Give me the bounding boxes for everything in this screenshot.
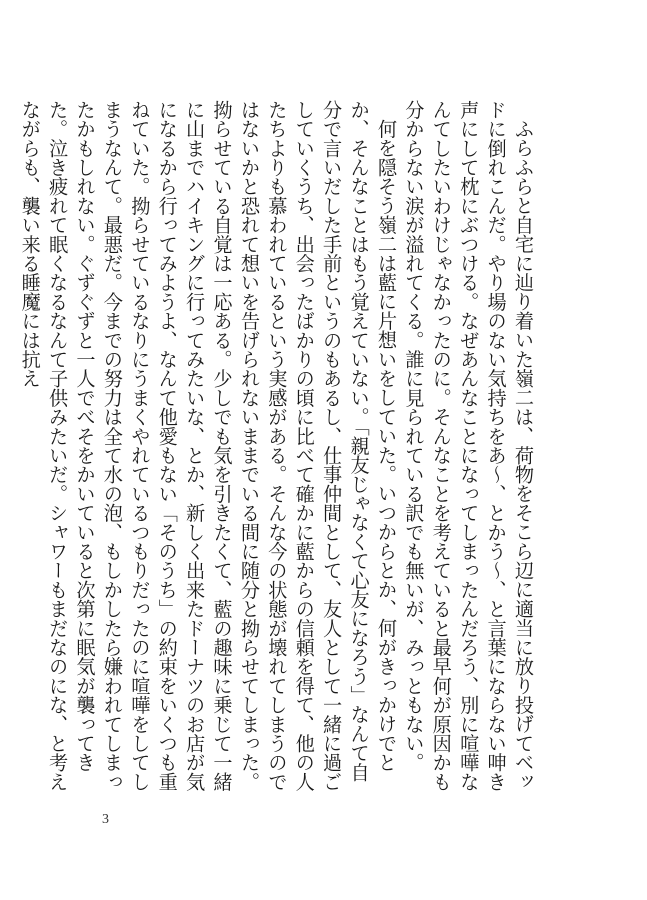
page-number: 3	[102, 812, 109, 827]
paragraph-2: 何を隠そう嶺二は藍に片想いをしていた。いつからとか、何がきっかけでとか、そんなことはもう覚えていない。「親友じゃなくて心友になろう」なんて自分で言いだした手前というのもあるし、仕事仲間として、友人として一緒に過ごしていくうち、出会ったばかりの頃に比べて確かに藍からの信頼を得て、他の人たちよりも慕われているという実感がある。そんな今の状態が壊れてしまうのではないかと恐れて想いを告げられないままでいる間に随分と拗らせてしまった。拗らせている自覚は一応ある。少しでも気を引きたくて、藍の趣味に乗じて一緒に山までハイキングに行ってみたいな、とか、新しく出来たドーナツのお店が気になるから行ってみようよ、なんて他愛もない「そのうち」の約束をいくつも重ねていた。拗らせているなりにうまくやれているつもりだったのに喧嘩をしてしまうなんて。最悪だ。今までの努力は全て水の泡、もしかしたら嫌われてしまったかもしれない。ぐずぐずと一人でべそをかいていると次第に眠気が襲ってきた。泣き疲れて眠くなるなんて子供みたいだ。シャワーもまだなのにな、と考えながらも、襲い来る睡魔には抗え	[18, 100, 398, 792]
paragraph-1: ふらふらと自宅に辿り着いた嶺二は、荷物をそこら辺に適当に放り投げてベッドに倒れこんだ。やり場のない気持ちをあ〜、とかう〜、と言葉にならない呻き声にして枕にぶつける。なぜあんなことになってしまったんだろう、別に喧嘩なんてしたいわけじゃなかったのに。そんなことを考えていると最早何が原因かも分からない涙が溢れてくる。誰に見られている訳でも無いが、みっともない。	[402, 100, 535, 792]
body-text	[16, 100, 537, 800]
